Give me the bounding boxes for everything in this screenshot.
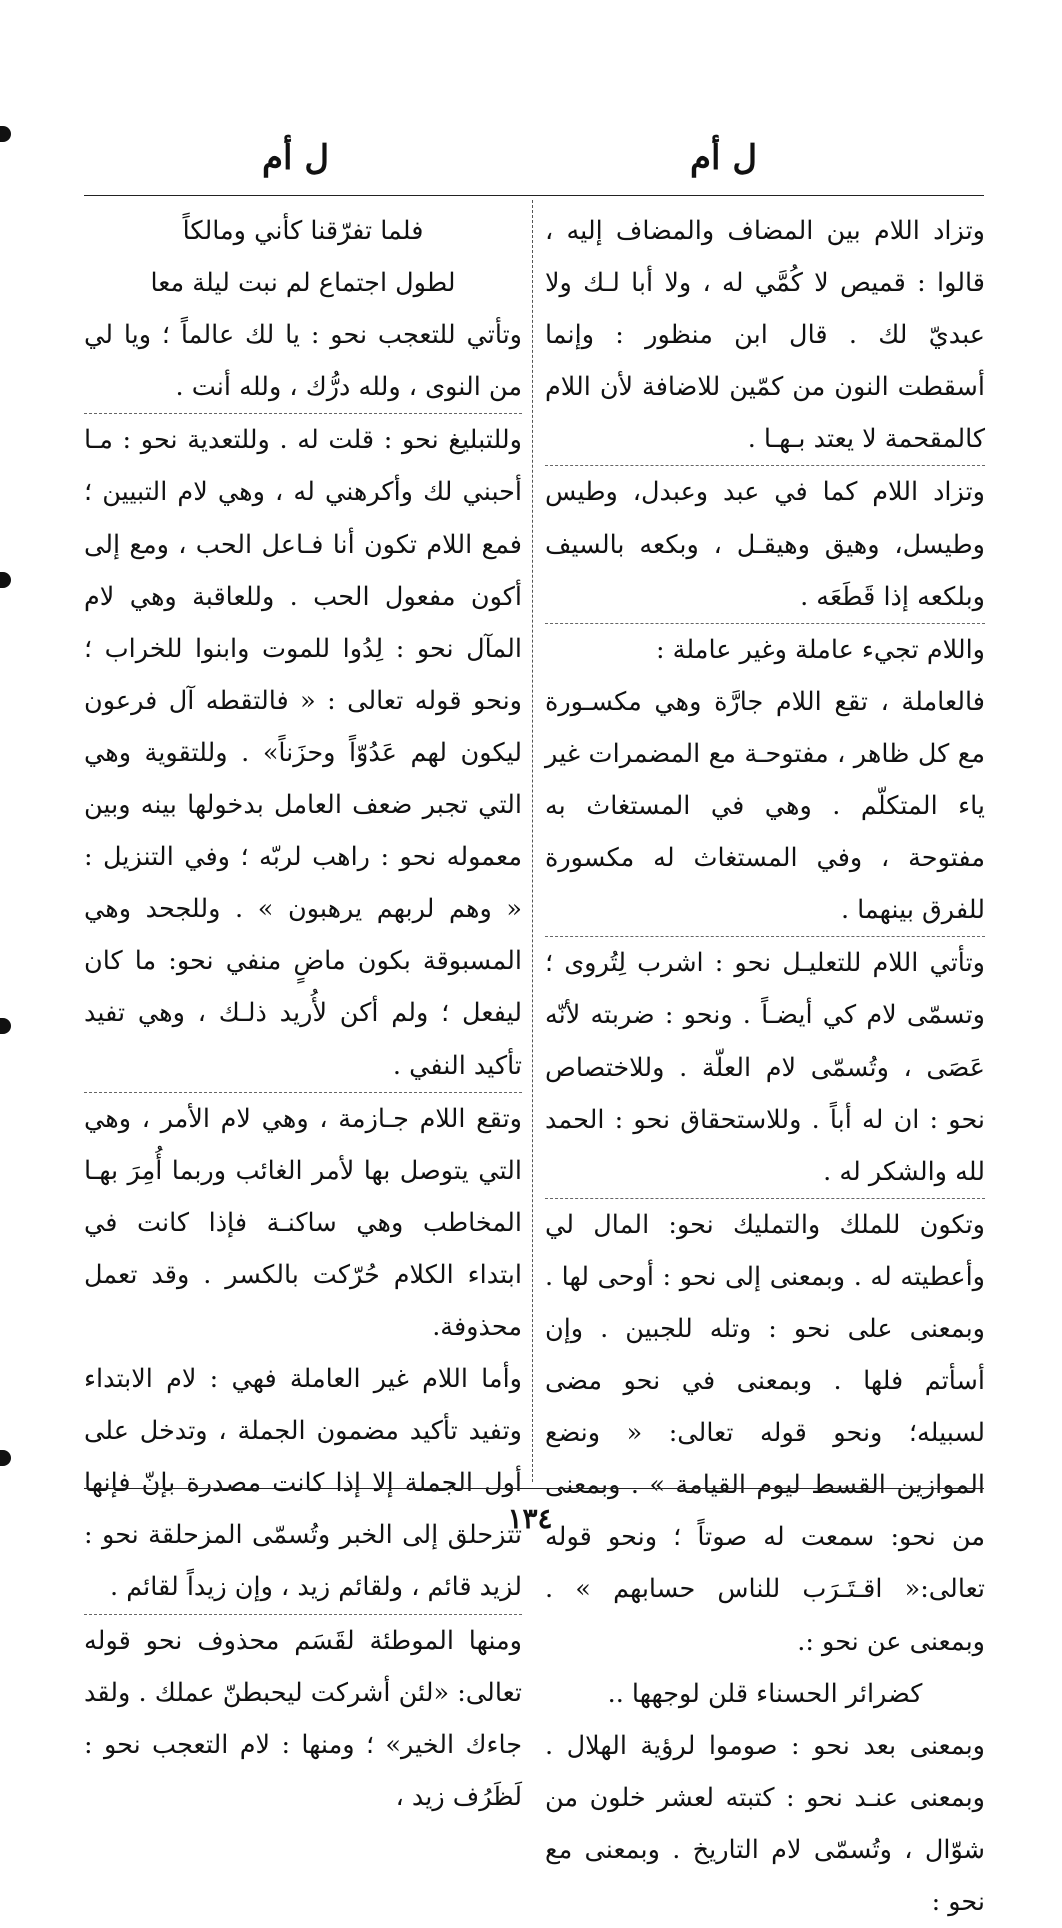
paragraph: فالعاملة ، تقع اللام جارَّة وهي مكسـورة مع كل ظاهر ، مفتوحـة مع المضمرات غير ياء المتكلّم . وهي في المستغاث به مفتوحة ، وفي المستغاث له مكسورة للفرق بينهما . <box>545 686 985 926</box>
binding-mark <box>0 1450 11 1466</box>
right-column <box>545 205 985 1928</box>
paragraph: وأما اللام غير العاملة فهي : لام الابتداء وتفيد تأكيد مضمون الجملة ، وتدخل على أول الجملة إلا إذا كانت مصدرة بإنّ فإنها تتزحلق إلى الخبر وتُسمّى المزحلقة نحو : لزيد قائم ، ولقائم زيد ، وإن زيداً لقائم . <box>84 1364 522 1603</box>
verse-line: كضرائر الحسناء قلن لوجهها .. <box>607 1678 923 1709</box>
paragraph: واللام تجيء عاملة وغير عاملة : <box>545 623 985 676</box>
verse-line: فلما تفرّقنا كأني ومالكاً <box>182 216 424 246</box>
column-divider <box>532 200 533 1482</box>
paragraph: وتزاد اللام كما في عبد وعبدل، وطيس وطيسل، وهيق وهيقـل ، وبكعه بالسيف وبلكعه إذا قَطَعَه . <box>545 465 985 622</box>
paragraph: وتأتي اللام للتعليـل نحو : اشرب لِتُروى ؛ وتسمّى لام كي أيضـاً . ونحو : ضربته لأنّه عَصَى ، وتُسمّى لام العلّة . وللاختصاص نحو : ان له أباً . وللاستحقاق نحو : الحمد لله والشكر له . <box>545 936 985 1197</box>
verse-line: لطول اجتماع لم نبت ليلة معا <box>150 268 456 299</box>
paragraph: ومنها الموطئة لقَسَم محذوف نحو قوله تعالى: «لئن أشركت ليحبطنّ عملك . ولقد جاءك الخير» ؛ ومنها : لام التعجب نحو : لَظَرُف زيد ، <box>84 1614 522 1823</box>
paragraph: وتقع اللام جـازمة ، وهي لام الأمر ، وهي التي يتوصل بها لأمر الغائب وربما أُمِرَ بهـا المخاطب وهي ساكنـة فإذا كانت في ابتداء الكلام حُرّكت بالكسر . وقد تعمل محذوفة. <box>84 1092 522 1353</box>
paragraph: وتكون للملك والتمليك نحو: المال لي وأعطيته له . وبمعنى إلى نحو : أوحى لها . وبمعنى على نحو : وتله للجبين . وإن أسأتم فلها . وبمعنى في نحو مضى لسبيله؛ ونحو قوله تعالى: « ونضع الموازين القسط ليوم القيامة » . وبمعنى من نحو: سمعت له صوتاً ؛ ونحو قوله تعالى:« اقـتَـرَب للناس حسابهم » . وبمعنى عن نحو :. <box>545 1198 985 1668</box>
binding-mark <box>0 572 11 588</box>
binding-mark <box>0 1018 11 1034</box>
binding-mark <box>0 126 11 142</box>
paragraph: وتزاد اللام بين المضاف والمضاف إليه ، قالوا : قميص لا كُمَّي له ، ولا أبا لـك ولا عبديّ لك . قال ابن منظور : وإنما أسقطت النون من كمّين للاضافة لأن اللام كالمقحمة لا يعتد بـهـا . <box>545 216 985 455</box>
header-rule <box>84 195 984 196</box>
footer-rule <box>84 1488 984 1489</box>
paragraph: وبمعنى بعد نحو : صوموا لرؤية الهلال . وبمعنى عنـد نحو : كتبته لعشر خلون من شوّال ، وتُسمّى لام التاريخ . وبمعنى مع نحو : <box>545 1730 985 1917</box>
paragraph: وللتبليغ نحو : قلت له . وللتعدية نحو : مـا أحبني لك وأكرهني له ، وهي لام التبيين ؛ فمع اللام تكون أنا فـاعل الحب ، ومع إلى أكون مفعول الحب . وللعاقبة وهي لام المآل نحو : لِدُوا للموت وابنوا للخراب ؛ ونحو قوله تعالى : « فالتقطه آل فرعون ليكون لهم عَدُوّاً وحزَناً» . وللتقوية وهي التي تجبر ضعف العامل بدخولها بينه وبين معموله نحو : راهب لربّه ؛ وفي التنزيل : « وهم لربهم يرهبون » . وللجحد وهي المسبوقة بكون ماضٍ منفي نحو: ما كان ليفعل ؛ ولم أكن لأُريد ذلـك ، وهي تفيد تأكيد النفي . <box>84 413 522 1091</box>
paragraph: وتأتي للتعجب نحو : يا لك عالماً ؛ ويا لي من النوى ، ولله درُّك ، ولله أنت . <box>84 320 522 403</box>
left-running-header: ل أم <box>262 138 330 178</box>
right-running-header: ل أم <box>690 138 758 178</box>
left-column <box>84 205 522 1823</box>
page-number: ١٣٤ <box>507 1502 553 1535</box>
